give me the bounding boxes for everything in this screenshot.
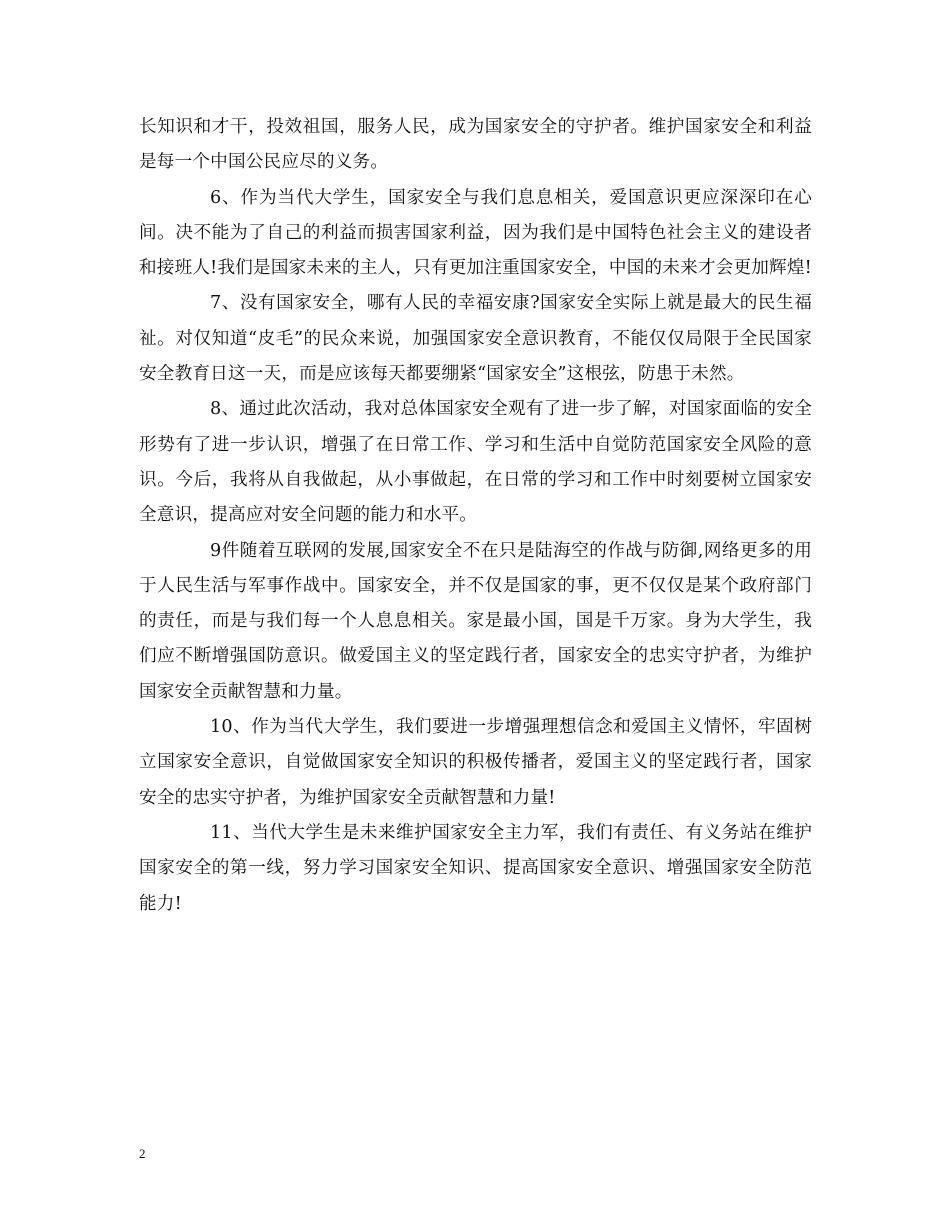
document-body (139, 110, 812, 922)
page-number: 2 (139, 1146, 146, 1161)
paragraph-item-11: 11、当代大学生是未来维护国家安全主力军，我们有责任、有义务站在维护国家安全的第一线，努力学习国家安全知识、提高国家安全意识、增强国家安全防范能力! (139, 822, 812, 914)
paragraph-item-10: 10、作为当代大学生，我们要进一步增强理想信念和爱国主义情怀，牢固树立国家安全意识，自觉做国家安全知识的积极传播者，爱国主义的坚定践行者，国家安全的忠实守护者，为维护国家安全贡献智慧和力量! (139, 717, 812, 808)
paragraph-item-8: 8、通过此次活动，我对总体国家安全观有了进一步了解，对国家面临的安全形势有了进一步认识，增强了在日常工作、学习和生活中自觉防范国家安全风险的意识。今后，我将从自我做起，从小事做起，在日常的学习和工作中时刻要树立国家安全意识，提高应对安全问题的能力和水平。 (139, 399, 812, 526)
paragraph-item-7: 7、没有国家安全，哪有人民的幸福安康?国家安全实际上就是最大的民生福祉。对仅知道“皮毛”的民众来说，加强国家安全意识教育，不能仅仅局限于全民国家安全教育日这一天，而是应该每天都要绷紧“国家安全”这根弦，防患于未然。 (139, 293, 812, 385)
paragraph-continuation: 长知识和才干，投效祖国，服务人民，成为国家安全的守护者。维护国家安全和利益是每一个中国公民应尽的义务。 (139, 117, 812, 173)
paragraph-item-6: 6、作为当代大学生，国家安全与我们息息相关，爱国意识更应深深印在心间。决不能为了自己的利益而损害国家利益，因为我们是中国特色社会主义的建设者和接班人!我们是国家未来的主人，只有更加注重国家安全，中国的未来才会更加辉煌! (139, 187, 812, 279)
paragraph-item-9: 9件随着互联网的发展,国家安全不在只是陆海空的作战与防御,网络更多的用于人民生活与军事作战中。国家安全，并不仅是国家的事，更不仅仅是某个政府部门的责任，而是与我们每一个人息息相关。家是最小国，国是千万家。身为大学生，我们应不断增强国防意识。做爱国主义的坚定践行者，国家安全的忠实守护者，为维护国家安全贡献智慧和力量。 (139, 540, 812, 702)
